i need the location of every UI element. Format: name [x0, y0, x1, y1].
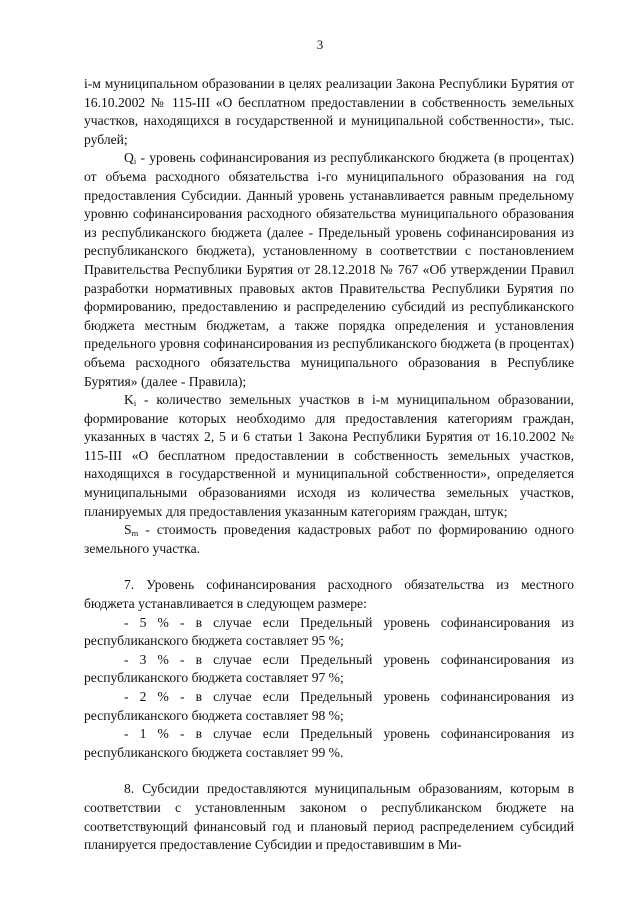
paragraph-q-definition	[84, 149, 574, 391]
section-7-heading-paragraph: 7. Уровень софинансирования расходного обязательства из местного бюджета устанавливается в следующем размере:	[84, 577, 574, 612]
paragraph-k-definition	[84, 391, 574, 521]
variable-q: Q	[124, 150, 134, 166]
paragraph-s-definition	[84, 521, 574, 558]
page-number: 3	[316, 37, 324, 52]
variable-k-subscript: i	[133, 398, 137, 409]
section-8-paragraph: 8. Субсидии предоставляются муниципальным образованиям, которым в соответствии с установленным законом о республиканском бюджете на соответствующий финансовый год и плановый период распределением субсидий планируется предоставление Субсидии и предоставившим в Ми-	[84, 781, 574, 853]
variable-s: S	[124, 522, 132, 538]
variable-s-subscript: m	[131, 528, 139, 539]
k-definition-text: - количество земельных участков в i-м муниципальном образовании, формирование которых необходимо для предоставления категориям граждан, указанных в частях 2, 5 и 6 статьи 1 Закона Республики Бурятия от 16.10.2002 № 115-III «О бесплатном предоставлении в собственность земельных участков, находящихся в государственной и муниципальной собственности», определяется муниципальными образованиями исходя из количества земельных участков, планируемых для предоставления указанным категориям граждан, штук;	[84, 392, 574, 519]
document-body	[84, 75, 574, 855]
list-item-3-percent: - 3 % - в случае если Предельный уровень софинансирования из республиканского бюджета составляет 97 %;	[84, 651, 574, 686]
list-item-5-percent: - 5 % - в случае если Предельный уровень софинансирования из республиканского бюджета составляет 95 %;	[84, 614, 574, 649]
paragraph-formula-definition: i-м муниципальном образовании в целях реализации Закона Республики Бурятия от 16.10.2002 № 115-III «О бесплатном предоставлении в собственность земельных участков, находящихся в государственной и муниципальной собственности», тыс. рублей;	[84, 76, 574, 147]
list-item-2-percent: - 2 % - в случае если Предельный уровень софинансирования из республиканского бюджета составляет 98 %;	[84, 689, 574, 723]
q-definition-text: - уровень софинансирования из республиканского бюджета (в процентах) от объема расходного обязательства i-го муниципального образования на год предоставления Субсидии. Данный уровень устанавливается равным предельному уровню софинансирования расходного обязательства муниципального образования из республиканского бюджета (далее - Предельный уровень софинансирования из республиканского бюджета), установленному в соответствии с постановлением Правительства Республики Бурятия от 28.12.2018 № 767 «Об утверждении Правил разработки нормативных правовых актов Правительства Республики Бурятия по формированию, предоставлению и распределению субсидий из республиканского бюджета местным бюджетам, а также порядка определения и установления предельного уровня софинансирования из республиканского бюджета (в процентах) объема расходного обязательства муниципального образования в Республике Бурятия» (далее - Правила);	[84, 150, 574, 389]
paragraph-gap	[84, 558, 574, 576]
list-item-1-percent: - 1 % - в случае если Предельный уровень софинансирования из республиканского бюджета составляет 99 %.	[84, 726, 574, 760]
variable-q-subscript: i	[133, 156, 137, 167]
s-definition-text: - стоимость проведения кадастровых работ по формированию одного земельного участка.	[84, 522, 574, 556]
variable-k: K	[124, 392, 134, 408]
paragraph-gap	[84, 762, 574, 780]
